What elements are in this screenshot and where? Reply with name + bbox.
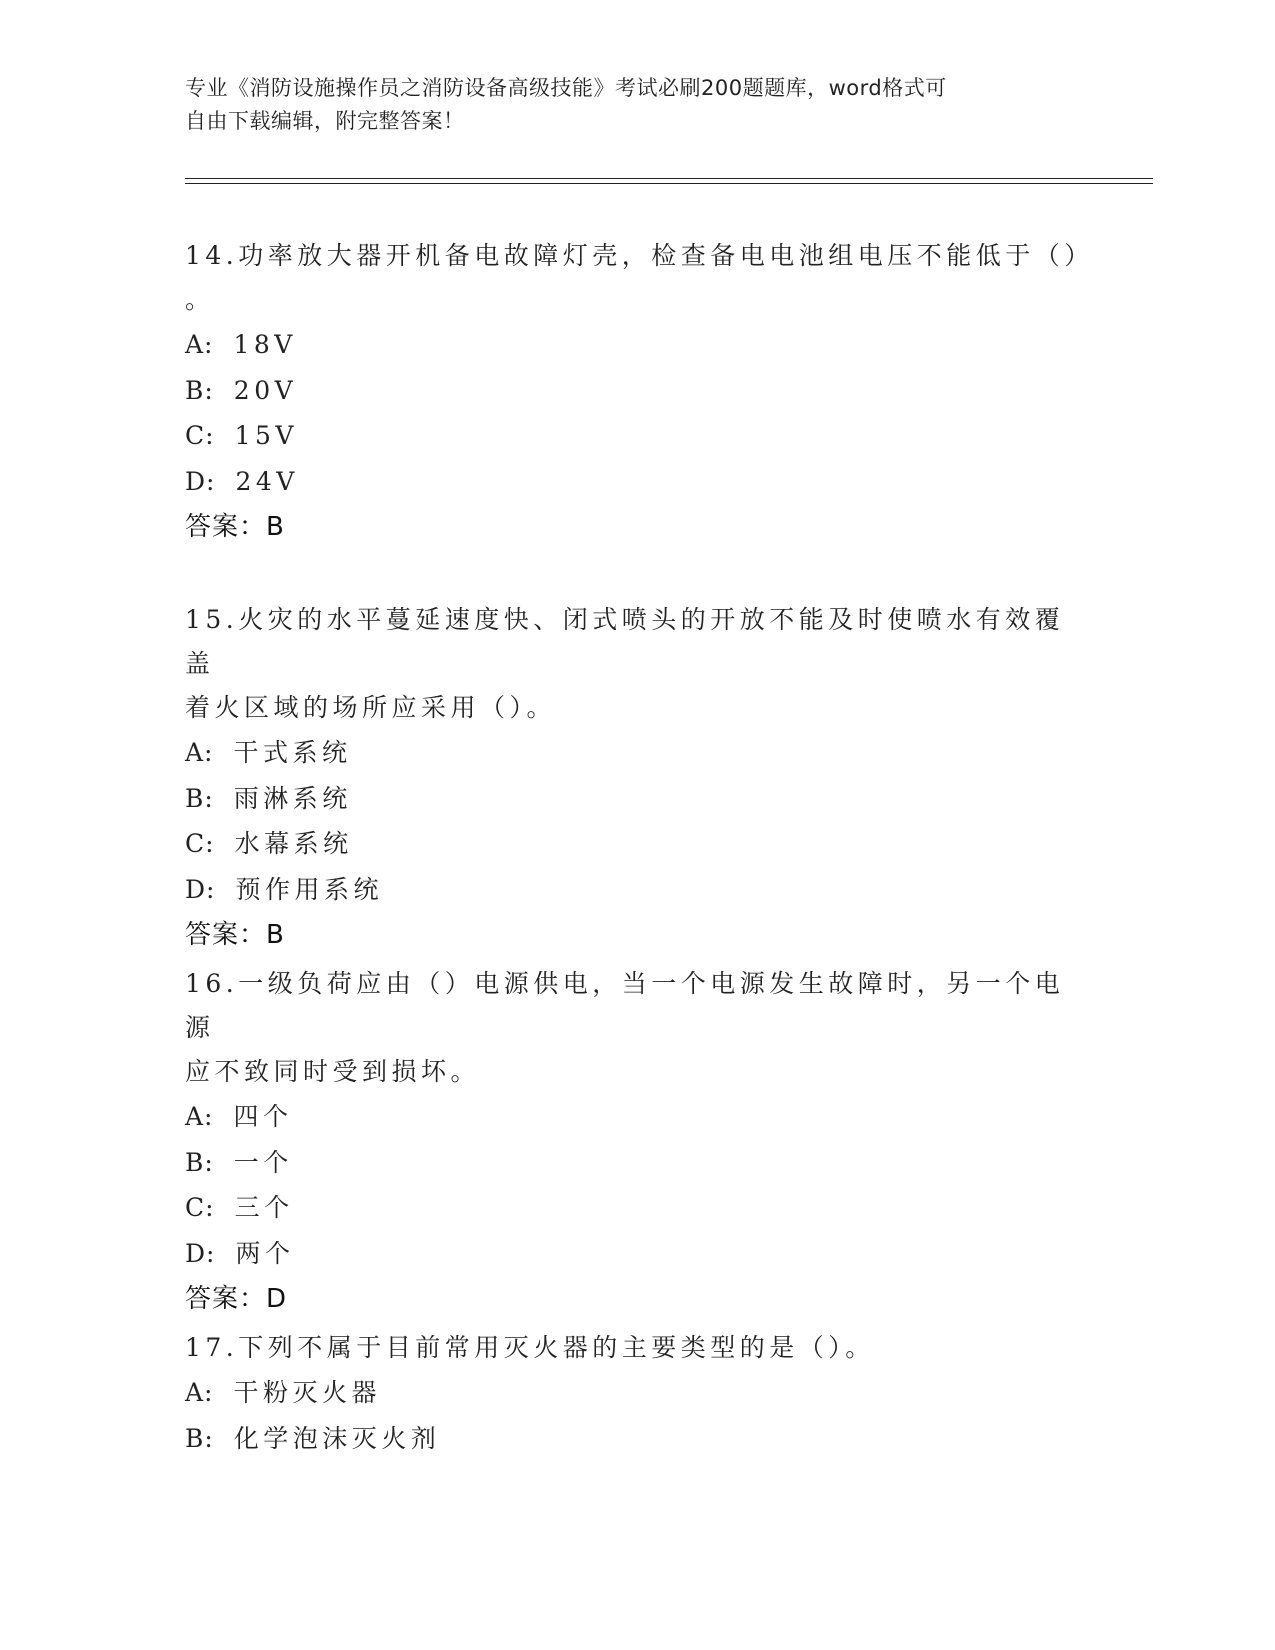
question-15: [185, 598, 1085, 958]
header-line-2: 自由下载编辑，附完整答案！: [185, 109, 465, 133]
header-divider-bottom: [185, 183, 1153, 184]
answer-line: 答案：D: [185, 1284, 288, 1314]
option-text: 两个: [235, 1238, 295, 1268]
option-text: 20V: [233, 375, 298, 405]
document-header: [185, 72, 1065, 138]
option-a: [185, 1094, 1085, 1140]
option-d: [185, 459, 1085, 505]
option-letter: B:: [185, 783, 214, 813]
option-text: 化学泡沫灭火剂: [233, 1423, 441, 1453]
option-a: [185, 730, 1085, 776]
option-letter: C:: [185, 1193, 215, 1222]
option-d: [185, 1231, 1085, 1277]
answer-line: 答案：B: [185, 512, 285, 542]
option-b: [185, 776, 1085, 822]
option-a: [185, 322, 1085, 368]
option-text: 雨淋系统: [233, 783, 352, 813]
option-letter: D:: [185, 874, 216, 904]
option-text: 水幕系统: [234, 829, 353, 858]
option-b: [185, 368, 1085, 414]
option-letter: A:: [185, 1102, 214, 1131]
question-title: 15.火灾的水平蔓延速度快、闭式喷头的开放不能及时使喷水有效覆盖: [185, 605, 1065, 678]
option-d: [185, 867, 1085, 913]
option-text: 三个: [234, 1193, 294, 1222]
header-divider-top: [185, 178, 1153, 179]
question-14: [185, 234, 1094, 550]
question-title-continued: 应不致同时受到损坏。: [185, 1057, 481, 1086]
option-b: [185, 1140, 1085, 1186]
option-letter: C:: [185, 421, 215, 450]
option-letter: A:: [185, 330, 214, 359]
question-title-continued: 着火区域的场所应采用（）。: [185, 693, 557, 722]
option-text: 干粉灭火器: [233, 1378, 381, 1407]
question-title: 16.一级负荷应由（）电源供电，当一个电源发生故障时，另一个电源: [185, 969, 1065, 1042]
answer-line: 答案：B: [185, 920, 285, 950]
option-text: 15V: [234, 421, 298, 450]
option-text: 一个: [233, 1147, 293, 1177]
question-title: 14.功率放大器开机备电故障灯壳，检查备电电池组电压不能低于（）: [185, 241, 1094, 270]
option-letter: D:: [185, 1238, 216, 1268]
option-letter: B:: [185, 375, 214, 405]
option-letter: A:: [185, 1378, 214, 1407]
option-letter: C:: [185, 829, 215, 858]
option-letter: B:: [185, 1423, 214, 1453]
option-text: 18V: [233, 330, 297, 359]
option-c: [185, 413, 1085, 459]
option-text: 预作用系统: [235, 874, 383, 904]
option-a: [185, 1370, 1085, 1416]
header-line-1: 专业《消防设施操作员之消防设备高级技能》考试必刷200题题库，word格式可: [185, 76, 947, 100]
option-text: 24V: [235, 466, 299, 496]
question-title-continued: 。: [185, 285, 215, 314]
option-c: [185, 1185, 1085, 1231]
option-letter: A:: [185, 738, 214, 767]
option-letter: D:: [185, 466, 216, 496]
option-b: [185, 1416, 1085, 1462]
question-title: 17.下列不属于目前常用灭火器的主要类型的是（）。: [185, 1333, 875, 1362]
question-17: [185, 1326, 1085, 1461]
option-text: 四个: [233, 1102, 293, 1131]
option-c: [185, 821, 1085, 867]
question-16: [185, 962, 1085, 1322]
option-letter: B:: [185, 1147, 214, 1177]
option-text: 干式系统: [233, 738, 352, 767]
